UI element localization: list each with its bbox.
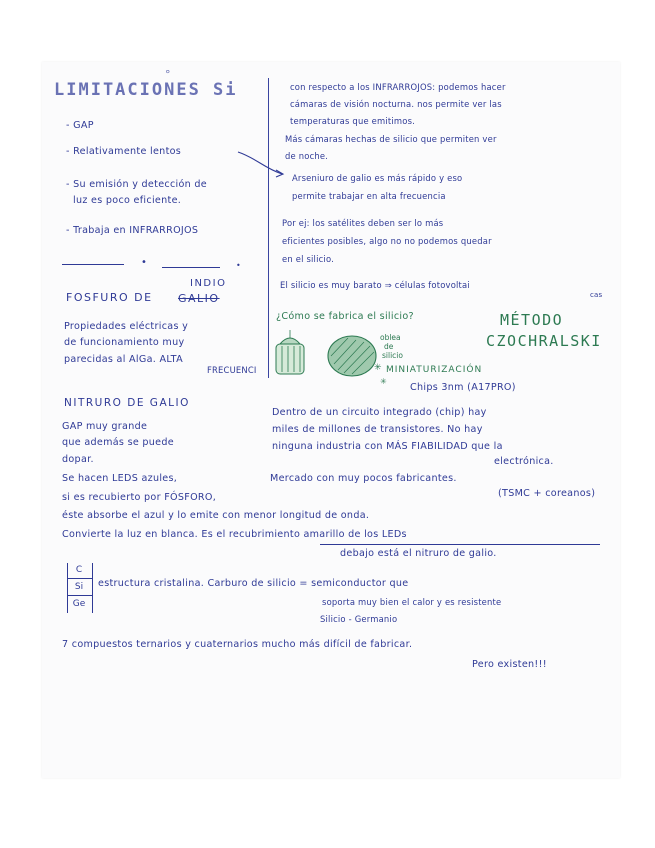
bullet-infrarrojos: - Trabaja en INFRARROJOS [66,225,199,236]
notebook-page [42,62,620,778]
element-si: Si [74,582,84,592]
method-title: MÉTODO [500,311,564,329]
existen-line: Pero existen!!! [472,659,547,670]
fosforo-line-4: FRECUENCI [207,365,257,375]
infra-line-5: de noche. [285,151,329,161]
infra-line-2: cámaras de visión nocturna. nos permite ver las [290,99,502,109]
box-divider-1 [68,578,92,579]
chips-line: Chips 3nm (A17PRO) [410,382,516,393]
nitruro-line-7: Convierte la luz en blanca. Es el recubrimiento amarillo de los LEDs [62,529,407,540]
nitruro-line-6: éste absorbe el azul y lo emite con menor longitud de onda. [62,510,370,521]
fosforo-line-3: parecidas al AlGa. ALTA [64,354,183,365]
page-title: LIMITACIONES Si [54,80,238,100]
estructura-line-2: soporta muy bien el calor y es resistente [322,597,502,607]
chip-line-4: electrónica. [494,456,554,467]
bullet-emision: - Su emisión y detección de [66,179,207,190]
highlight-underline [320,544,600,545]
nitruro-line-2: que además se puede [62,437,174,448]
arsenio-line-2: permite trabajar en alta frecuencia [292,191,446,201]
compuestos-line: 7 compuestos ternarios y cuaternarios mucho más difícil de fabricar. [62,639,413,650]
separator-right [162,267,220,268]
mercado-line: Mercado con muy pocos fabricantes. [270,473,457,484]
nitruro-line-8: debajo está el nitruro de galio. [340,548,497,559]
chip-line-1: Dentro de un circuito integrado (chip) hay [272,407,487,418]
bullet-gap: - GAP [66,120,94,131]
miniaturizacion: MINIATURIZACIÓN [386,365,483,375]
title-ring-mark: ° [165,68,171,81]
estructura-line-3: Silicio - Germanio [320,614,398,624]
column-divider [268,78,269,378]
infra-line-4: Más cámaras hechas de silicio que permiten ver [285,134,497,144]
fosforo-heading: FOSFURO DE [66,291,153,304]
estructura-line: estructura cristalina. Carburo de silicio = semiconductor que [98,578,409,589]
nitruro-line-4: Se hacen LEDS azules, [62,473,178,484]
nitruro-heading: NITRURO DE GALIO [64,397,190,409]
fosforo-indio: INDIO [190,278,227,289]
method-name: CZOCHRALSKI [486,332,602,350]
bullet-lentos: - Relativamente lentos [66,146,182,157]
oblea-label-3: silicio [382,351,403,360]
element-c: C [75,565,83,575]
oblea-label-1: oblea [380,333,401,342]
silicio-barato-cont: cas [590,291,603,299]
silicon-wafer-icon [326,334,378,378]
sparkle-icon-2: ✳ [380,377,387,386]
oblea-label-2: de [384,342,394,351]
silicio-barato: El silicio es muy barato ⇒ células fotovoltai [280,280,470,290]
question-heading: ¿Cómo se fabrica el silicio? [276,311,414,322]
fosforo-strike: GALIO [178,292,220,305]
separator-dot-end: • [236,261,241,270]
nitruro-line-3: dopar. [62,454,94,465]
separator-dot: • [141,257,147,268]
element-box [67,563,93,613]
fosforo-line-1: Propiedades eléctricas y [64,321,189,332]
nitruro-line-5: si es recubierto por FÓSFORO, [62,492,217,503]
chip-line-3: ninguna industria con MÁS FIABILIDAD que la [272,441,503,452]
bullet-emision-cont: luz es poco eficiente. [73,195,182,206]
infra-line-1: con respecto a los INFRARROJOS: podemos hacer [290,82,506,92]
arsenio-line-1: Arseniuro de galio es más rápido y eso [292,173,463,183]
chip-line-2: miles de millones de transistores. No hay [272,424,483,435]
silicon-ingot-icon [272,330,308,376]
element-ge: Ge [72,599,86,609]
satelites-line-2: eficientes posibles, algo no no podemos quedar [282,236,492,246]
nitruro-line-1: GAP muy grande [62,421,148,432]
mercado-sub: (TSMC + coreanos) [498,488,596,499]
satelites-line-3: en el silicio. [282,254,334,264]
infra-line-3: temperaturas que emitimos. [290,116,416,126]
sparkle-icon: ✳ [374,363,382,373]
satelites-line-1: Por ej: los satélites deben ser lo más [282,218,444,228]
fosforo-line-2: de funcionamiento muy [64,337,185,348]
separator-left [62,264,124,265]
box-divider-2 [68,595,92,596]
